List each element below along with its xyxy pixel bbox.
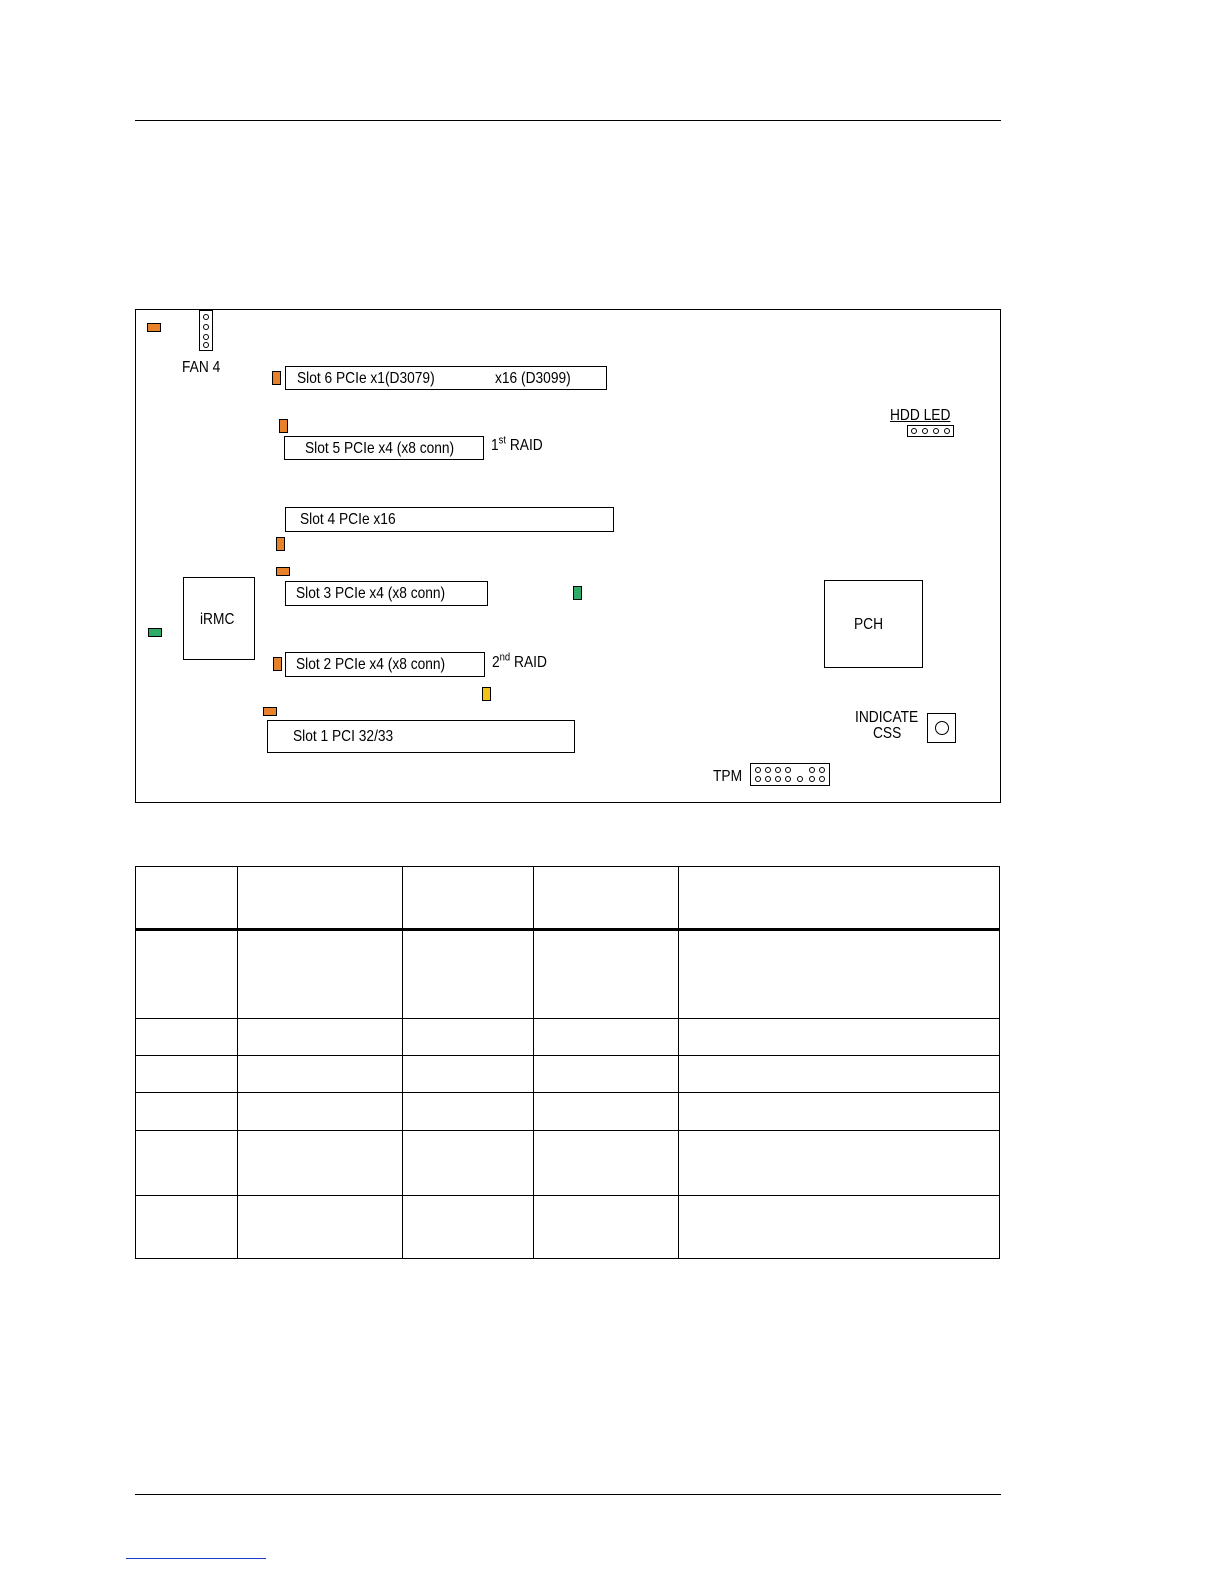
table-cell	[136, 930, 238, 1019]
indicate-css-button	[927, 713, 956, 743]
connector-pin	[785, 767, 791, 773]
raid-2-text: RAID	[510, 654, 547, 671]
table-cell	[136, 1195, 238, 1258]
table-row	[136, 1093, 1000, 1130]
table-cell	[403, 1019, 534, 1056]
hdd-led-connector	[907, 425, 954, 437]
led-orange	[276, 537, 285, 551]
table-cell	[136, 1130, 238, 1195]
table-cell	[238, 1130, 403, 1195]
connector-pin	[775, 776, 781, 782]
page-margin	[1138, 0, 1224, 1584]
mainboard-diagram	[135, 309, 1001, 803]
chapter-tab-shape	[1138, 1428, 1224, 1584]
table-header-row	[136, 867, 1000, 930]
connector-pin	[765, 776, 771, 782]
table-cell	[136, 1019, 238, 1056]
slot-5-label: Slot 5 PCIe x4 (x8 conn)	[305, 440, 455, 457]
raid-1-text: RAID	[506, 437, 543, 454]
fan4-connector	[199, 310, 213, 351]
slot-spec-table	[135, 866, 1000, 1259]
connector-pin	[203, 334, 209, 340]
slot-6-extra-label: x16 (D3099)	[495, 370, 571, 387]
slot-6-label: Slot 6 PCIe x1(D3079)	[297, 370, 435, 387]
slot-2	[285, 652, 485, 677]
connector-pin	[809, 776, 815, 782]
header-rule	[135, 120, 1001, 121]
connector-pin	[922, 428, 928, 434]
slot-6	[285, 366, 607, 390]
table-cell	[238, 930, 403, 1019]
indicate-label: INDICATE	[855, 709, 919, 726]
table-header-cell	[679, 867, 1000, 930]
pch-chip	[824, 580, 923, 668]
fan4-label: FAN 4	[182, 359, 221, 376]
led-yellow	[482, 687, 491, 701]
table-cell	[534, 1056, 679, 1093]
slot-2-label: Slot 2 PCIe x4 (x8 conn)	[296, 656, 446, 673]
table-row	[136, 1056, 1000, 1093]
tpm-connector	[750, 763, 830, 786]
table-header-cell	[403, 867, 534, 930]
slot-3	[285, 581, 488, 606]
table-header-cell	[238, 867, 403, 930]
button-circle	[935, 721, 949, 735]
table-cell	[679, 1056, 1000, 1093]
table-header-cell	[534, 867, 679, 930]
table-cell	[238, 1056, 403, 1093]
table-row	[136, 930, 1000, 1019]
table-cell	[679, 1195, 1000, 1258]
footer-rule	[135, 1494, 1001, 1495]
table-row	[136, 1019, 1000, 1056]
led-orange	[276, 567, 290, 576]
irmc-label: iRMC	[200, 611, 235, 628]
led-orange	[263, 707, 277, 716]
footer-link-underline[interactable]	[126, 1558, 266, 1559]
slot-4-label: Slot 4 PCIe x16	[300, 511, 396, 528]
connector-pin	[785, 776, 791, 782]
connector-pin	[911, 428, 917, 434]
table-cell	[136, 1093, 238, 1130]
table-cell	[534, 1093, 679, 1130]
connector-pin	[203, 342, 209, 348]
chapter-tab-marker	[1138, 1428, 1224, 1584]
css-label: CSS	[873, 725, 902, 742]
table-cell	[403, 930, 534, 1019]
table-row	[136, 1130, 1000, 1195]
connector-pin	[819, 767, 825, 773]
table-cell	[679, 1093, 1000, 1130]
connector-pin	[819, 776, 825, 782]
slot-3-label: Slot 3 PCIe x4 (x8 conn)	[296, 585, 446, 602]
raid-2-superscript: nd	[499, 651, 511, 664]
connector-pin	[755, 767, 761, 773]
irmc-chip	[183, 577, 255, 660]
connector-pin	[809, 767, 815, 773]
slot-1	[267, 720, 575, 753]
led-orange	[273, 657, 282, 671]
pch-label: PCH	[854, 616, 884, 633]
slot-1-label: Slot 1 PCI 32/33	[293, 728, 394, 745]
table-row	[136, 1195, 1000, 1258]
connector-pin	[765, 767, 771, 773]
table-cell	[403, 1093, 534, 1130]
raid-1-label	[491, 434, 543, 455]
table-cell	[534, 1130, 679, 1195]
table-cell	[238, 1019, 403, 1056]
table-cell	[403, 1195, 534, 1258]
led-green	[573, 586, 582, 600]
table-cell	[136, 1056, 238, 1093]
table-cell	[403, 1056, 534, 1093]
table-cell	[403, 1130, 534, 1195]
table-header-cell	[136, 867, 238, 930]
table-cell	[238, 1195, 403, 1258]
raid-2-label	[492, 651, 547, 672]
table-cell	[534, 930, 679, 1019]
led-orange	[272, 371, 281, 385]
hdd-led-label: HDD LED	[890, 407, 951, 424]
led-green	[148, 628, 162, 637]
connector-pin	[797, 776, 803, 782]
connector-pin	[203, 314, 209, 320]
connector-pin	[755, 776, 761, 782]
raid-1-superscript: st	[498, 434, 507, 447]
slot-5	[284, 436, 484, 460]
connector-pin	[933, 428, 939, 434]
connector-pin	[203, 324, 209, 330]
table-cell	[679, 930, 1000, 1019]
slot-4	[285, 507, 614, 532]
tpm-label: TPM	[713, 768, 743, 785]
raid-1-number: 1	[491, 437, 499, 454]
connector-pin	[775, 767, 781, 773]
table-cell	[534, 1019, 679, 1056]
led-orange	[279, 419, 288, 433]
connector-pin	[944, 428, 950, 434]
table-cell	[534, 1195, 679, 1258]
led-orange	[147, 323, 161, 332]
table-cell	[679, 1130, 1000, 1195]
table-cell	[679, 1019, 1000, 1056]
raid-2-number: 2	[492, 654, 500, 671]
table-cell	[238, 1093, 403, 1130]
